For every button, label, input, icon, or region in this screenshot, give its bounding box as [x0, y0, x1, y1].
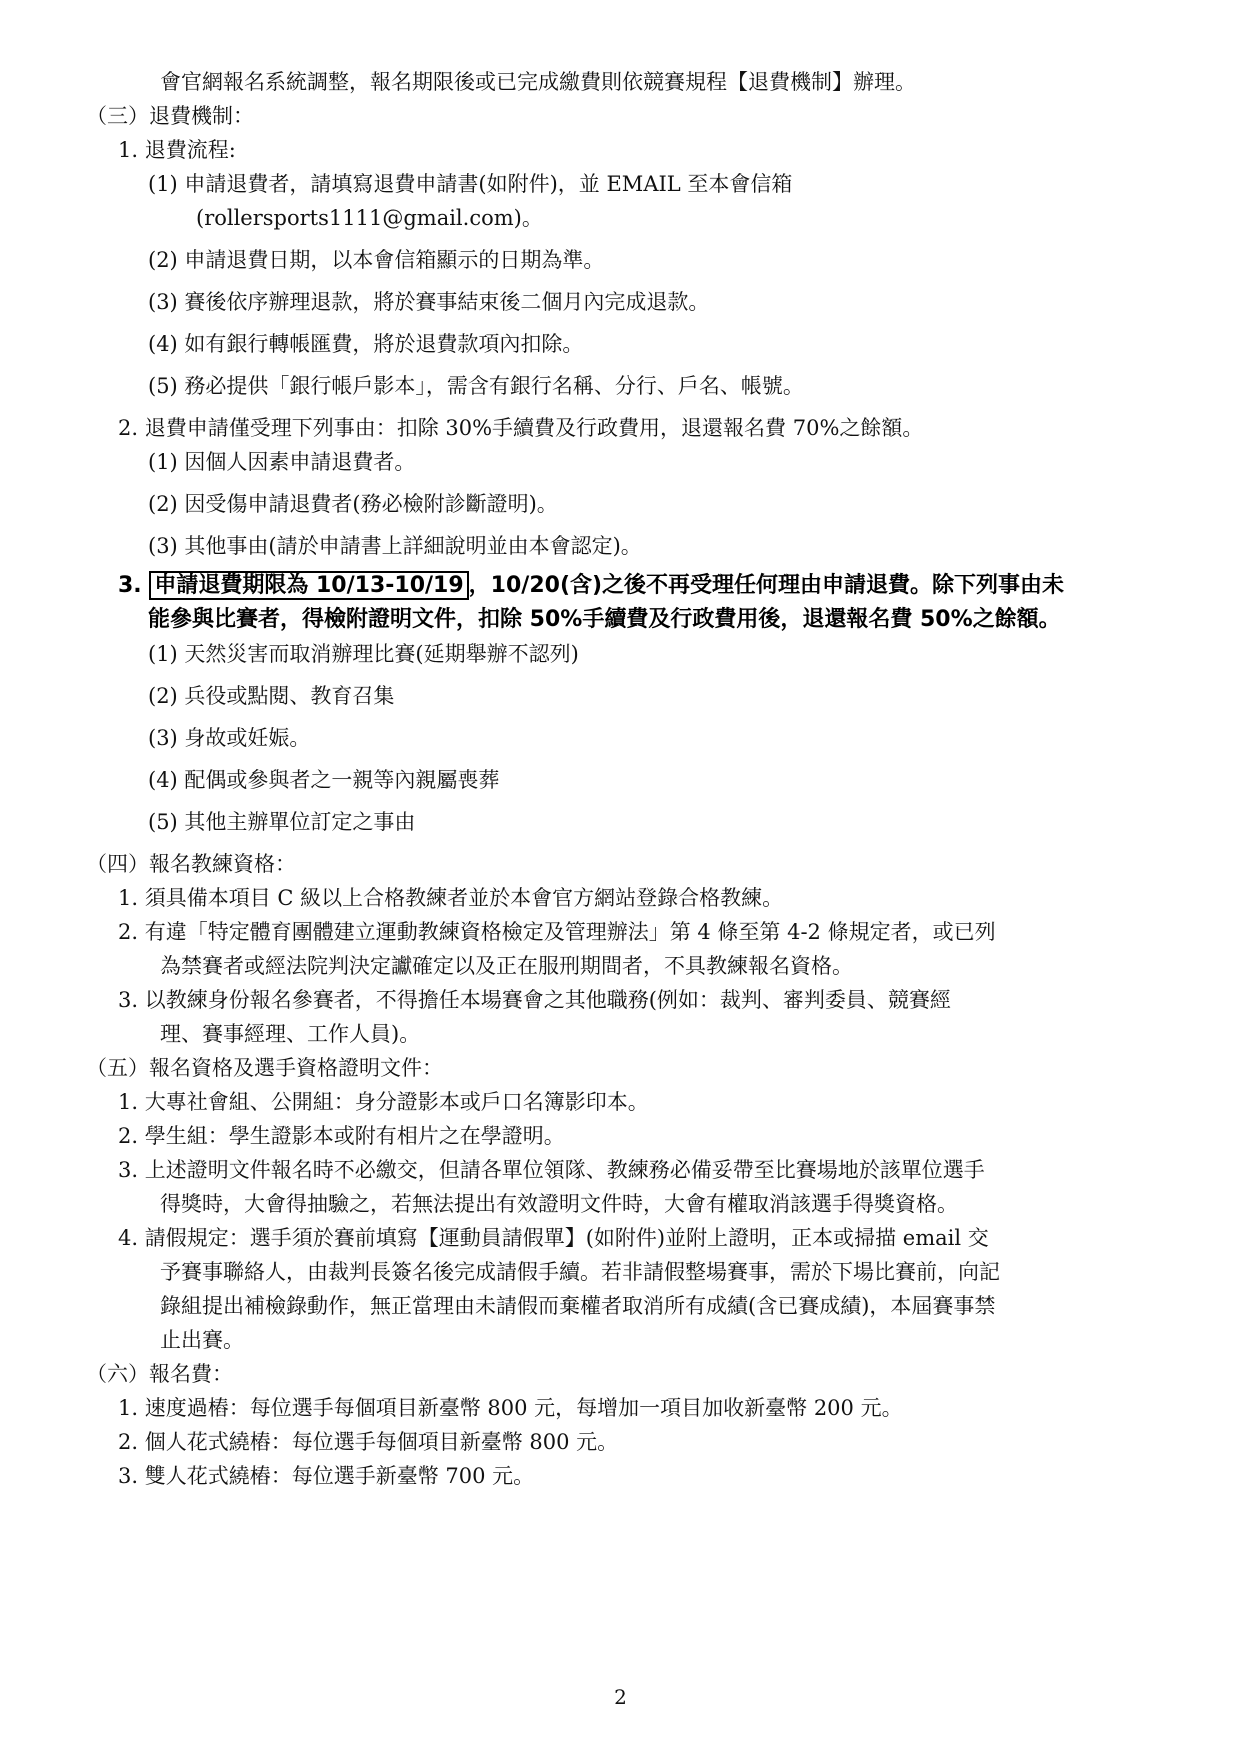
text-line: 予賽事聯絡人，由裁判長簽名後完成請假手續。若非請假整場賽事，需於下場比賽前，向記: [160, 1260, 1000, 1284]
text-line: 為禁賽者或經法院判決定讞確定以及正在服刑期間者，不具教練報名資格。: [160, 954, 853, 978]
notice-text: ，10/20(含)之後不再受理任何理由申請退費。除下列事由未: [468, 573, 1065, 598]
item-number: 3.: [118, 573, 142, 598]
text-line: 2. 個人花式繞樁：每位選手每個項目新臺幣 800 元。: [118, 1430, 619, 1454]
refund-deadline-notice: [118, 572, 1064, 600]
text-line: (3) 身故或妊娠。: [148, 726, 311, 750]
text-line: (3) 賽後依序辦理退款，將於賽事結束後二個月內完成退款。: [148, 290, 710, 314]
text-line: 3. 上述證明文件報名時不必繳交，但請各單位領隊、教練務必備妥帶至比賽場地於該單位選手: [118, 1158, 985, 1182]
text-line: (5) 其他主辦單位訂定之事由: [148, 810, 416, 834]
text-line: (2) 兵役或點閱、教育召集: [148, 684, 395, 708]
section-heading-3: （三）退費機制：: [86, 104, 254, 128]
text-line: 3. 以教練身份報名參賽者，不得擔任本場賽會之其他職務(例如：裁判、審判委員、競賽經: [118, 988, 951, 1012]
text-line: (rollersports1111@gmail.com)。: [196, 206, 543, 230]
text-line: (2) 申請退費日期，以本會信箱顯示的日期為準。: [148, 248, 605, 272]
section-heading-5: （五）報名資格及選手資格證明文件：: [86, 1056, 443, 1080]
text-line: (3) 其他事由(請於申請書上詳細說明並由本會認定)。: [148, 534, 642, 558]
text-line: (4) 配偶或參與者之一親等內親屬喪葬: [148, 768, 500, 792]
text-line: 2. 退費申請僅受理下列事由：扣除 30%手續費及行政費用，退還報名費 70%之餘額。: [118, 416, 924, 440]
text-line: 錄組提出補檢錄動作，無正當理由未請假而棄權者取消所有成績(含已賽成績)，本屆賽事禁: [160, 1294, 996, 1318]
text-line: 理、賽事經理、工作人員)。: [160, 1022, 421, 1046]
text-line: 止出賽。: [160, 1328, 244, 1352]
text-line: 4. 請假規定：選手須於賽前填寫【運動員請假單】(如附件)並附上證明，正本或掃描 email 交: [118, 1226, 989, 1250]
text-line: 得獎時，大會得抽驗之，若無法提出有效證明文件時，大會有權取消該選手得獎資格。: [160, 1192, 958, 1216]
text-line: 1. 退費流程:: [118, 138, 236, 162]
text-line: 1. 速度過樁：每位選手每個項目新臺幣 800 元，每增加一項目加收新臺幣 200 元。: [118, 1396, 903, 1420]
refund-deadline-notice-line2: 能參與比賽者，得檢附證明文件，扣除 50%手續費及行政費用後，退還報名費 50%之餘額。: [148, 607, 1061, 632]
text-line: (4) 如有銀行轉帳匯費，將於退費款項內扣除。: [148, 332, 584, 356]
boxed-deadline: 申請退費期限為 10/13-10/19: [149, 571, 468, 600]
text-line: (1) 申請退費者，請填寫退費申請書(如附件)，並 EMAIL 至本會信箱: [148, 172, 793, 196]
section-heading-4: （四）報名教練資格：: [86, 852, 296, 876]
section-heading-6: （六）報名費：: [86, 1362, 233, 1386]
page-number: 2: [614, 1685, 627, 1709]
text-line: (5) 務必提供「銀行帳戶影本」，需含有銀行名稱、分行、戶名、帳號。: [148, 374, 804, 398]
text-line: 1. 須具備本項目 C 級以上合格教練者並於本會官方網站登錄合格教練。: [118, 886, 784, 910]
text-line: 3. 雙人花式繞樁：每位選手新臺幣 700 元。: [118, 1464, 535, 1488]
text-line: (2) 因受傷申請退費者(務必檢附診斷證明)。: [148, 492, 558, 516]
text-line: 會官網報名系統調整，報名期限後或已完成繳費則依競賽規程【退費機制】辦理。: [160, 70, 916, 94]
text-line: 2. 學生組：學生證影本或附有相片之在學證明。: [118, 1124, 565, 1148]
text-line: (1) 天然災害而取消辦理比賽(延期舉辦不認列): [148, 642, 579, 666]
text-line: 1. 大專社會組、公開組：身分證影本或戶口名簿影印本。: [118, 1090, 649, 1114]
text-line: 2. 有違「特定體育團體建立運動教練資格檢定及管理辦法」第 4 條至第 4-2 條規定者，或已列: [118, 920, 996, 944]
text-line: (1) 因個人因素申請退費者。: [148, 450, 416, 474]
